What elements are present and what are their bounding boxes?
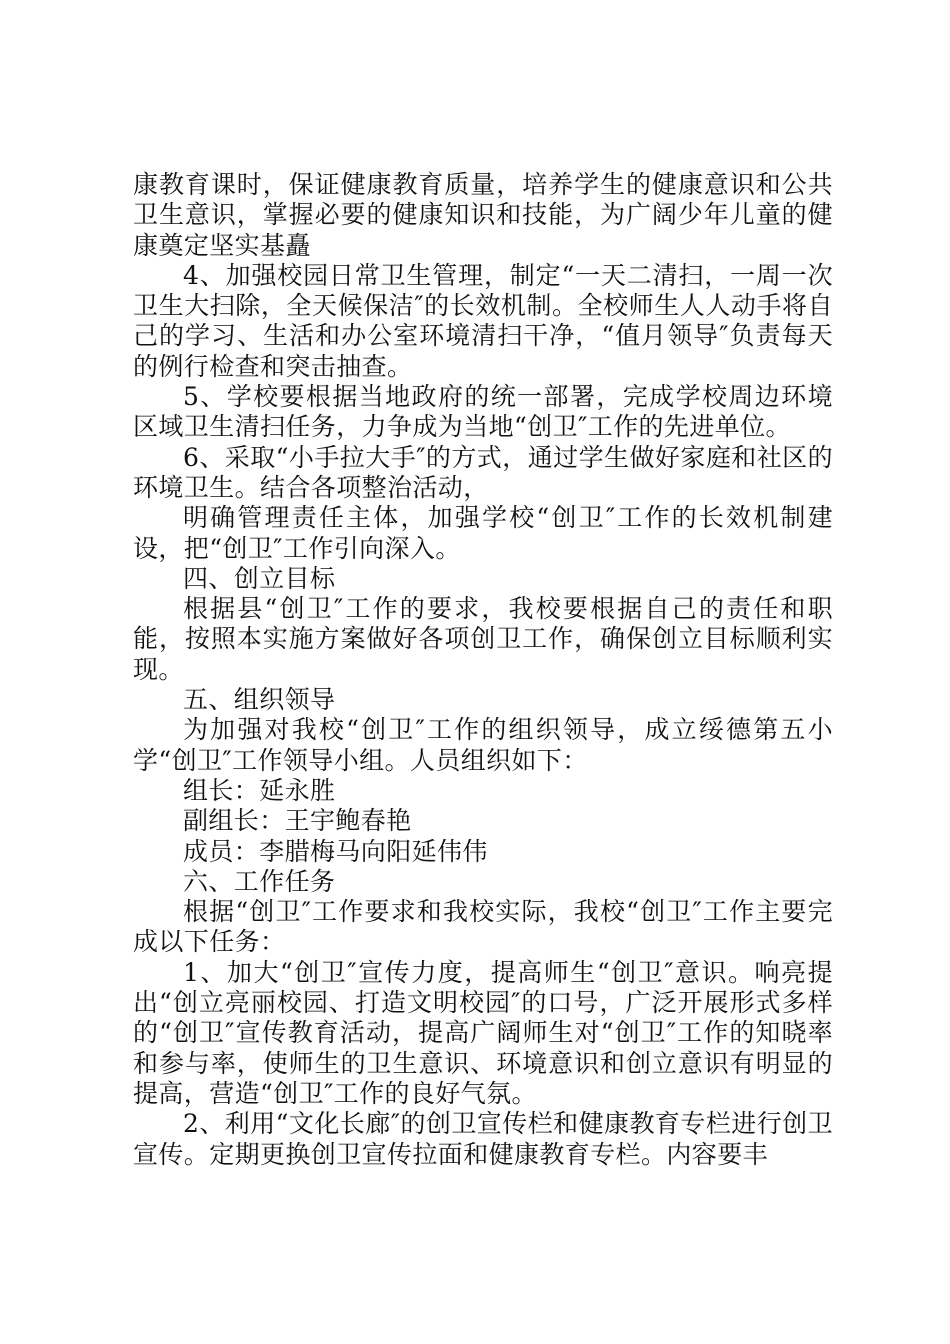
members-line: 成员：李腊梅马向阳延伟伟	[183, 836, 488, 866]
paragraph-leadership: 为加强对我校“创卫″工作的组织领导，成立绥德第五小学“创卫″工作领导小组。人员组织如下：	[133, 715, 833, 775]
paragraph-item-6-small-hands: 6、采取“小手拉大手″的方式，通过学生做好家庭和社区的环境卫生。结合各项整治活动，	[133, 442, 833, 502]
paragraph-task-2-culture-corridor: 2、利用“文化长廊″的创卫宣传栏和健康教育专栏进行创卫宣传。定期更换创卫宣传拉面和健康教育专栏。内容要丰	[133, 1109, 833, 1169]
section-heading-leadership: 五、组织领导	[183, 685, 336, 715]
paragraph-health-education: 康教育课时，保证健康教育质量，培养学生的健康意识和公共卫生意识，掌握必要的健康知识和技能，为广阔少年儿童的健康奠定坚实基矗	[133, 170, 833, 260]
section-heading-goals: 四、创立目标	[183, 563, 336, 593]
paragraph-goals: 根据县“创卫″工作的要求，我校要根据自己的责任和职能，按照本实施方案做好各项创卫工作，确保创立目标顺利实现。	[133, 594, 833, 684]
section-heading-tasks: 六、工作任务	[183, 866, 336, 896]
document-body	[133, 170, 833, 1170]
paragraph-item-5-surrounding-area: 5、学校要根据当地政府的统一部署，完成学校周边环境区域卫生清扫任务，力争成为当地“创卫″工作的先进单位。	[133, 382, 833, 442]
deputy-leader-line: 副组长：王宇鲍春艳	[183, 806, 412, 836]
paragraph-responsibility: 明确管理责任主体，加强学校“创卫″工作的长效机制建设，把“创卫″工作引向深入。	[133, 503, 833, 563]
paragraph-item-4-campus-hygiene: 4、加强校园日常卫生管理，制定“一天二清扫，一周一次卫生大扫除，全天候保洁″的长效机制。全校师生人人动手将自己的学习、生活和办公室环境清扫干净，“值月领导″负责每天的例行检查和突击抽查。	[133, 260, 833, 381]
paragraph-tasks-intro: 根据“创卫″工作要求和我校实际，我校“创卫″工作主要完成以下任务：	[133, 897, 833, 957]
paragraph-task-1-publicity: 1、加大“创卫″宣传力度，提高师生“创卫″意识。响亮提出“创立亮丽校园、打造文明校园″的口号，广泛开展形式多样的“创卫″宣传教育活动，提高广阔师生对“创卫″工作的知晓率和参与率，使师生的卫生意识、环境意识和创立意识有明显的提高，营造“创卫″工作的良好气氛。	[133, 957, 833, 1108]
leader-line: 组长：延永胜	[183, 775, 336, 805]
